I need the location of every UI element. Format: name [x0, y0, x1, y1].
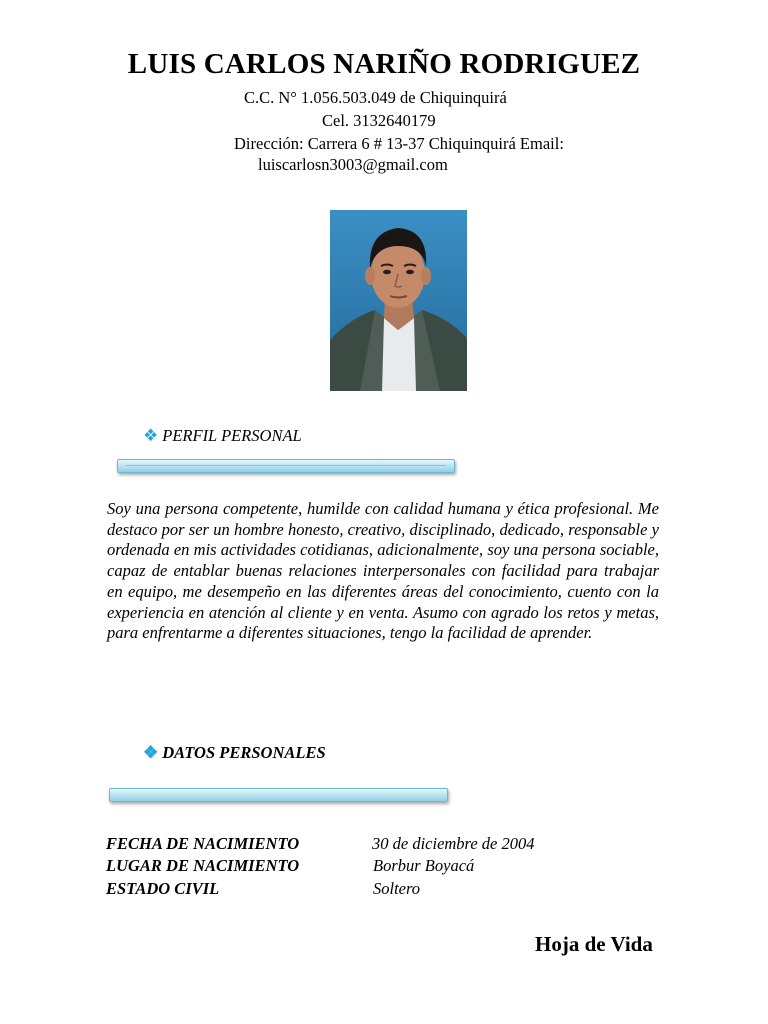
diamond-bullet-icon: ❖ — [143, 426, 159, 445]
profile-section-heading — [143, 426, 302, 446]
email-line: luiscarlosn3003@gmail.com — [258, 155, 448, 174]
portrait-photo — [330, 210, 467, 391]
diamond-bullet-icon: ❖ — [143, 743, 159, 762]
marital-status-value: Soltero — [373, 879, 421, 898]
marital-status-label: ESTADO CIVIL — [106, 879, 220, 898]
profile-section-divider — [117, 459, 455, 473]
personal-data-section-divider — [109, 788, 448, 802]
personal-data-section-heading — [143, 743, 326, 763]
birth-date-label: FECHA DE NACIMIENTO — [106, 834, 300, 853]
address-line: Dirección: Carrera 6 # 13-37 Chiquinquirá Email: — [234, 134, 564, 153]
profile-paragraph: Soy una persona competente, humilde con calidad humana y ética profesional. Me destaco por ser un hombre honesto, creativo, disciplinado, dedicado, responsable y ordenada en mis actividades cotidianas, adicionalmente, soy una persona sociable, capaz de entablar buenas relaciones interpersonales con facilidad para trabajar en equipo, me desempeño en las diferentes áreas del conocimiento, cuento con la experiencia en atención al cliente y en venta. Asumo con agrado los retos y metas, para enfrentarme a diferentes situaciones, tengo la facilidad de aprender. — [107, 499, 659, 643]
birth-date-value: 30 de diciembre de 2004 — [372, 834, 535, 853]
personal-data-section-title: DATOS PERSONALES — [162, 743, 326, 762]
birth-place-value: Borbur Boyacá — [373, 856, 475, 875]
id-number-line: C.C. N° 1.056.503.049 de Chiquinquirá — [244, 88, 507, 107]
phone-line: Cel. 3132640179 — [322, 111, 436, 130]
document-type-title: Hoja de Vida — [535, 932, 653, 956]
profile-section-title: PERFIL PERSONAL — [162, 426, 302, 445]
birth-place-label: LUGAR DE NACIMIENTO — [106, 856, 300, 875]
portrait-illustration — [330, 210, 467, 391]
candidate-name: LUIS CARLOS NARIÑO RODRIGUEZ — [127, 48, 641, 80]
